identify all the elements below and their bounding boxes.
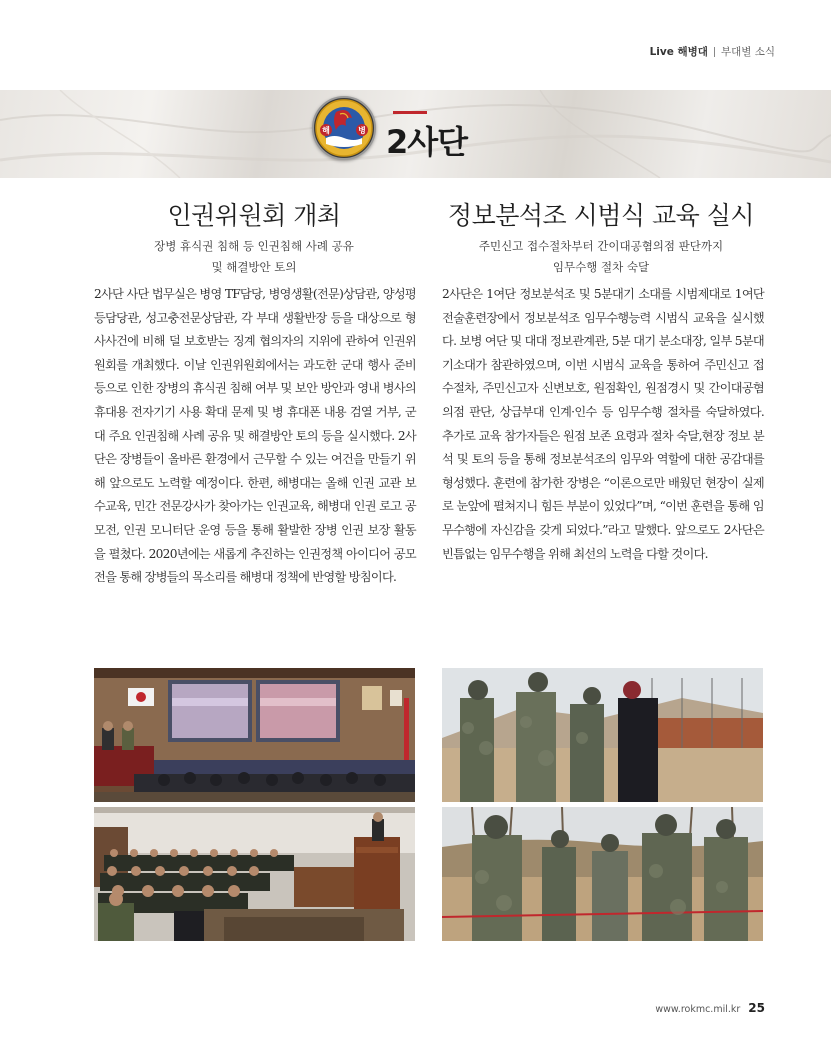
page-number: 25 [748,1001,765,1015]
magazine-brand: Live 해병대 [649,46,708,58]
right-article-body: 2사단은 1여단 정보분석조 및 5분대기 소대를 시범제대로 1여단 전술훈련장에서 정보분석조 임무수행능력 시범식 교육을 실시했다. 보병 여단 및 대대 정보관계관, 5분 대기 분소대장, 일부 5분대기소대가 참관하였으며, 이번 시범식 교육을 통하여 주민신고 접수절차, 주민신고자 신변보호, 원점확인, 원점경시 및 간이대공혐의점 판단, 상급부대 인계·인수 등 임무수행 절차를 숙달하였다. 추가로 교육 참가자들은 원점 보존 요령과 절차 숙달,현장 정보 분석 및 토의 등을 통해 정보분석조의 임무와 역할에 대한 공감대를 형성했다. 훈련에 참가한 장병은 “이론으로만 배웠던 현장이 실제로 눈앞에 펼쳐지니 힘든 부분이 있었다”며, “이번 훈련을 통해 임무수행에 자신감을 갖게 되었다.”라고 말했다. 앞으로도 2사단은 빈틈없는 임무수행을 위해 최선의 노력을 다할 것이다. [442,287,764,561]
right-subtitle-line-1: 주민신고 접수절차부터 간이대공혐의점 판단까지 [478,239,724,253]
division-title: 2사단 [386,123,468,161]
left-article-subtitle [94,236,414,278]
section-name: 부대별 소식 [720,46,775,58]
left-article-title: 인권위원회 개최 [167,201,341,230]
photo-field-training-soldiers [442,807,763,941]
photo-committee-meeting-audience [94,807,415,941]
header-nav [650,44,775,59]
right-article-title: 정보분석조 시범식 교육 실시 [447,201,755,230]
photo-field-training-briefing [442,668,763,802]
left-article-header [94,196,414,278]
title-accent-rule [393,111,427,114]
page-footer [655,1001,765,1015]
right-article-subtitle [440,236,762,278]
left-article-body: 2사단 사단 법무실은 병영 TF담당, 병영생활(전문)상담관, 양성평등담당관, 성고충전문상담관, 각 부대 생활반장 등을 대상으로 형사사건에 비해 덜 보호받는 징계 협의자의 지위에 관하여 인권위원회를 개최했다. 이날 인권위원회에서는 과도한 군대 행사 준비 등으로 인한 장병의 휴식권 침해 여부 및 보안 방안과 영내 병사의 휴대용 전자기기 사용 확대 문제 및 병 휴대폰 내용 검열 거부, 군대 주요 인권침해 사례 공유 및 해결방안 토의 등을 실시했다. 2사단은 장병들이 올바른 환경에서 근무할 수 있는 여건을 만들기 위해 앞으로도 노력할 예정이다. 한편, 해병대는 올해 인권 교관 보수교육, 민간 전문강사가 찾아가는 인권교육, 해병대 인권 로고 공모전, 인권 모니터단 운영 등을 통해 활발한 장병 인권 보장 활동을 펼쳤다. 2020년에는 새롭게 추진하는 인권정책 아이디어 공모전을 통해 장병들의 목소리를 해병대 정책에 반영할 방침이다. [94,287,416,585]
header-divider [714,47,715,57]
right-subtitle-line-2: 임무수행 절차 숙달 [552,260,650,274]
emblem-char-left: 해 [322,126,330,135]
website-url: www.rokmc.mil.kr [655,1004,741,1015]
right-article-header [440,196,762,278]
emblem-icon [314,98,374,158]
left-subtitle-line-1: 장병 휴식권 침해 등 인권침해 사례 공유 [154,239,354,253]
division-emblem [312,96,376,160]
emblem-char-right: 병 [358,126,366,135]
photo-committee-meeting-front [94,668,415,802]
left-subtitle-line-2: 및 해결방안 토의 [211,260,297,274]
